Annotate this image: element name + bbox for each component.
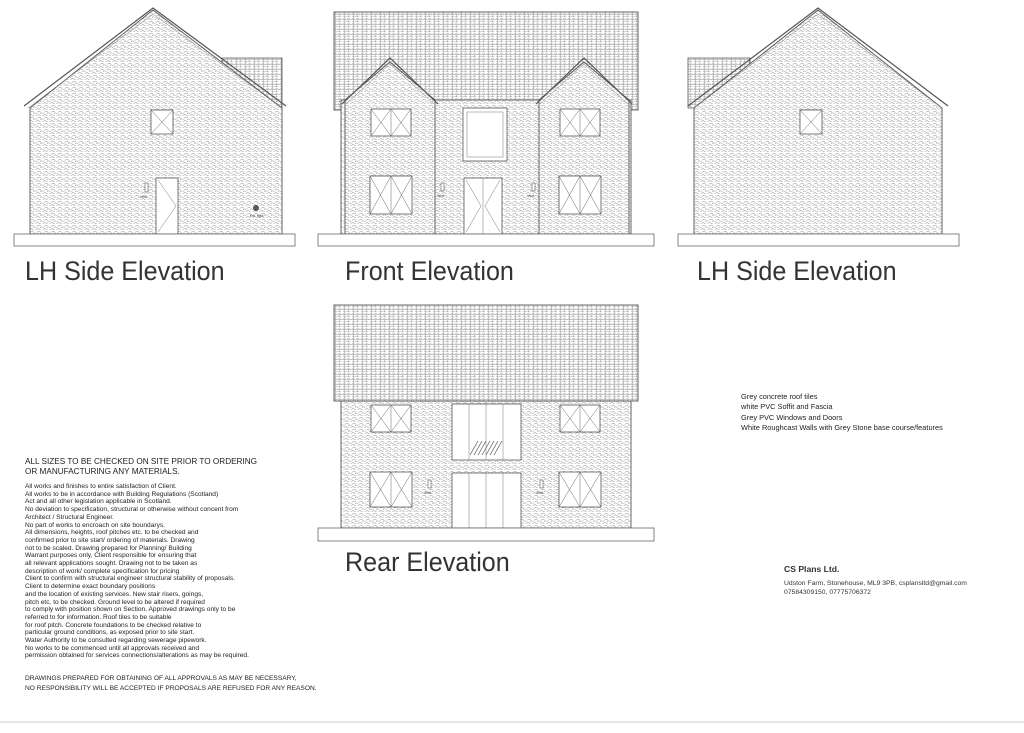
window-lower-left (370, 176, 412, 214)
main-roof (334, 305, 638, 401)
gable-window (151, 110, 173, 134)
ext-light-label: Ext. light (250, 214, 264, 218)
material-item: Grey PVC Windows and Doors (741, 412, 843, 422)
vent-label: Vent (536, 491, 544, 495)
window-lower-right (559, 176, 601, 214)
notes-line: description of work/ complete specification for pricing (25, 567, 180, 575)
rear-elevation (318, 305, 654, 541)
notes-line: No deviation to specification, structural or otherwise without concent from (25, 506, 239, 514)
rear-window-upper-right (560, 405, 600, 432)
front-elevation (318, 12, 654, 246)
vent-label: Vent (424, 491, 432, 495)
rear-patio-upper (452, 404, 521, 460)
rear-window-lower-right (559, 472, 601, 507)
vent-label: Vent (437, 194, 445, 198)
lh-side-elevation-title-right: LH Side Elevation (697, 256, 897, 286)
material-item: White Roughcast Walls with Grey Stone base course/features (741, 423, 943, 433)
notes-line: All works and finishes to entire satisfaction of Client. (25, 483, 177, 490)
notes-line: All works to be in accordance with Building Regulations (Scotland) (25, 490, 219, 498)
notes-heading (25, 457, 317, 476)
notes-line: confirmed prior to site start/ ordering of materials. Drawing (25, 536, 195, 544)
notes-line: Client to determine exact boundary positions (25, 583, 156, 591)
disclaimer-line: NO RESPONSIBILITY WILL BE ACCEPTED IF PROPOSALS ARE REFUSED FOR ANY REASON. (25, 685, 317, 693)
gable-window (800, 110, 822, 134)
notes-line: All dimensions, heights, roof pitches etc. to be checked and (25, 529, 199, 537)
notes-line: pitch etc. to be checked. Ground level to be altered if required (25, 598, 205, 606)
ground-line (14, 234, 295, 246)
notes-line: for roof pitch. Concrete foundations to be checked relative to (25, 621, 202, 629)
rear-window-upper-left (371, 405, 411, 432)
notes-line: all relevant applications sought. Drawing not to be taken as (25, 560, 198, 568)
notes-line: No works to be commenced until all approvals received and (25, 644, 200, 652)
material-item: white PVC Soffit and Fascia (741, 402, 833, 412)
notes-line: Architect / Structural Engineer. (25, 513, 115, 521)
notes-line: referred to for information. Roof tiles to be suitable (25, 613, 172, 621)
ground-line (678, 234, 959, 246)
company-name: CS Plans Ltd. (784, 564, 840, 574)
company-address: Udston Farm, Stonehouse, ML9 3PB, csplansltd@gmail.com (784, 580, 967, 587)
notes-line: Client to confirm with structural engineer structural stability of proposals. (25, 575, 235, 583)
front-elevation-title: Front Elevation (345, 256, 514, 286)
rear-window-lower-left (370, 472, 412, 507)
notes-line: permission obtained for services connections/alterations as may be required. (25, 652, 249, 660)
notes-line: to comply with position shown on Section. Approved drawings only to be (25, 606, 236, 614)
notes-line: not to be scaled. Drawing prepared for Planning/ Building (25, 544, 192, 552)
window-upper-centre (463, 108, 507, 161)
lh-side-elevation-title: LH Side Elevation (25, 256, 225, 286)
company-block (784, 564, 967, 597)
rear-elevation-title: Rear Elevation (345, 547, 510, 577)
notes-disclaimer (25, 674, 317, 694)
front-door (464, 178, 502, 234)
notes-line: Warrant purposes only, Client responsible for ensuring that (25, 552, 197, 560)
lh-side-elevation-right (678, 8, 959, 246)
company-phone: 07584309150, 07775706372 (784, 589, 871, 596)
lh-side-elevation-left (14, 8, 295, 246)
ground-line (318, 234, 654, 246)
notes-heading-line: ALL SIZES TO BE CHECKED ON SITE PRIOR TO ORDERING (25, 457, 258, 466)
materials-list (741, 392, 943, 434)
window-upper-left (371, 109, 411, 136)
general-notes (25, 457, 317, 694)
ground-line (318, 528, 654, 541)
rear-patio-doors (452, 473, 521, 528)
vent-label: Vent (140, 195, 148, 199)
vent-label: Vent (527, 194, 535, 198)
side-door (156, 178, 178, 234)
notes-heading-line: OR MANUFACTURING ANY MATERIALS. (25, 466, 180, 476)
notes-line: particular ground conditions, as exposed prior to site start. (25, 629, 195, 637)
window-upper-right (560, 109, 600, 136)
notes-line: No part of works to encroach on site boundarys. (25, 521, 166, 529)
material-item: Grey concrete roof tiles (741, 392, 818, 401)
notes-line: and the location of existing services. New stair risers, goings, (25, 590, 204, 598)
notes-line: Water Authority to be consulted regarding sewerage pipework. (25, 637, 207, 645)
notes-line: Act and all other legislation applicable in Scotland. (25, 498, 172, 506)
notes-body (25, 483, 317, 660)
disclaimer-line: DRAWINGS PREPARED FOR OBTAINING OF ALL APPROVALS AS MAY BE NECESSARY, (25, 675, 297, 683)
